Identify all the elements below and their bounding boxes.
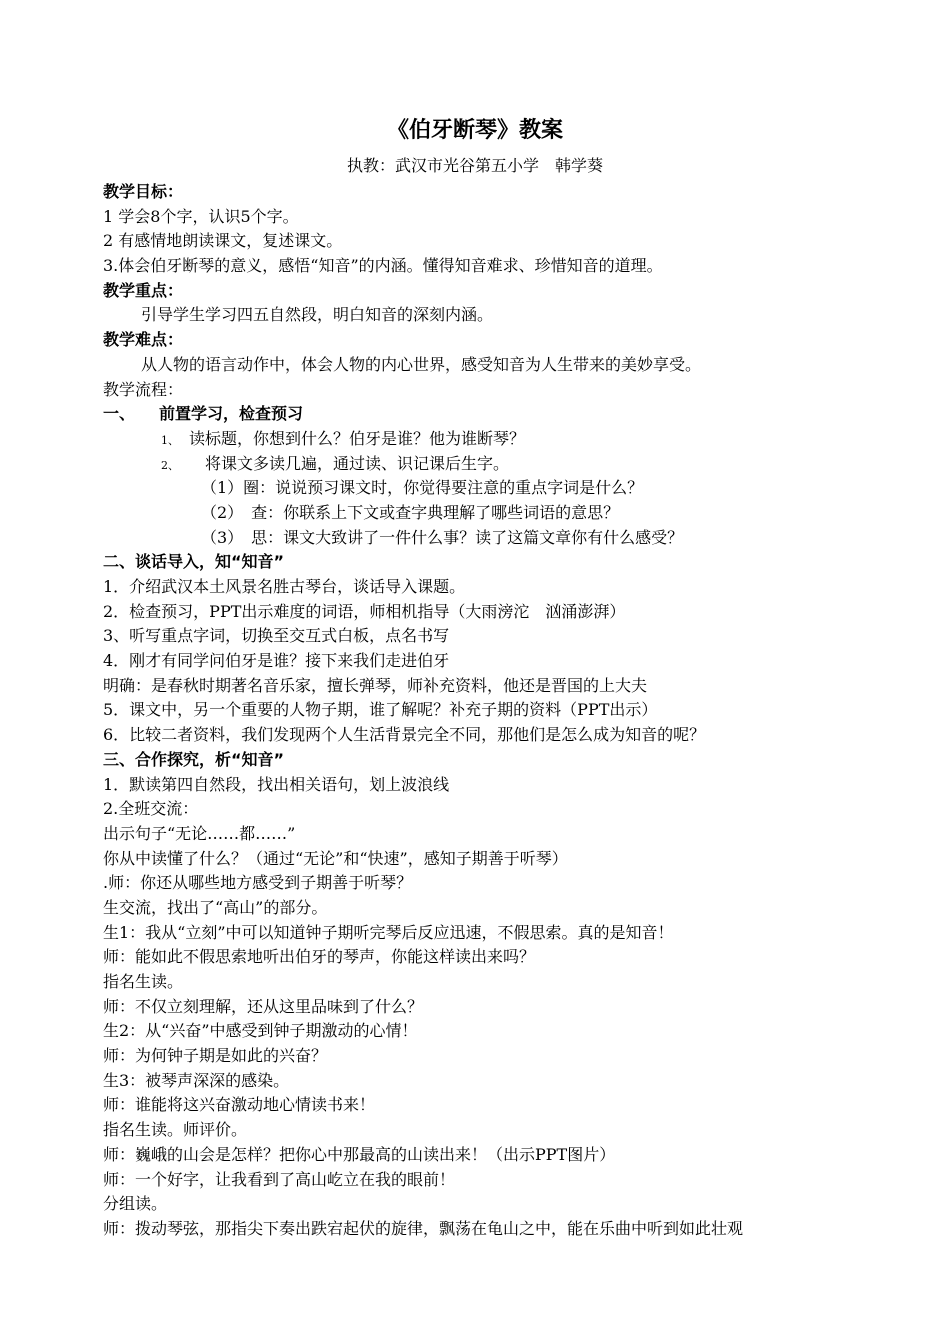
line-text: 教学难点： [103,330,184,350]
line-text: 分组读。 [103,1194,168,1214]
text-line [103,1192,863,1217]
text-line [103,624,863,649]
line-text: 师：能如此不假思索地听出伯牙的琴声，你能这样读出来吗？ [103,947,536,967]
line-text: 将课文多读几遍，通过读、识记课后生字。 [189,453,510,473]
text-line [103,501,863,526]
line-text: .师：你还从哪些地方感受到子期善于听琴？ [103,873,413,893]
line-text: 6．比较二者资料，我们发现两个人生活背景完全不同，那他们是怎么成为知音的呢？ [103,725,706,745]
text-line [103,575,863,600]
text-line [103,698,863,723]
text-line [103,476,863,501]
line-text: 5．课文中，另一个重要的人物子期，谁了解呢？补充子期的资料（PPT出示） [103,700,658,720]
line-text: 生2：从“兴奋”中感受到钟子期激动的心情！ [103,1021,418,1041]
text-line [103,452,863,477]
line-text: 一、 前置学习，检查预习 [103,404,304,424]
text-line [103,1168,863,1193]
text-line [103,649,863,674]
text-line [103,1019,863,1044]
text-line [103,303,863,328]
line-text: 生交流，找出了“高山”的部分。 [103,897,328,917]
text-line [103,353,863,378]
line-text: 教学流程： [103,379,184,399]
line-text: 2 有感情地朗读课文，复述课文。 [103,231,343,251]
text-line [103,600,863,625]
document-byline: 执教：武汉市光谷第五小学 韩学葵 [346,156,603,175]
section-heading [103,279,863,304]
line-text: 1．介绍武汉本土风景名胜古琴台，谈话导入课题。 [103,577,466,596]
section-heading [103,748,863,773]
text-line [103,995,863,1020]
line-text: 生1：我从“立刻”中可以知道钟子期听完琴后反应迅速，不假思索。真的是知音！ [103,922,674,942]
text-line [103,205,863,230]
document-title: 《伯牙断琴》教案 [386,118,563,143]
text-line [103,1069,863,1094]
line-text: 师：拨动琴弦，那指尖下奏出跌宕起伏的旋律，飘荡在龟山之中，能在乐曲中听到如此壮观 [103,1218,744,1238]
line-text: 出示句子“无论……都……” [103,823,296,843]
list-marker: 2、 [161,458,179,472]
text-line [103,723,863,748]
line-text: 读标题，你想到什么？伯牙是谁？他为谁断琴？ [189,428,526,448]
text-line [103,773,863,798]
line-text: 生3：被琴声深深的感染。 [103,1070,290,1090]
text-line [103,970,863,995]
line-text: 三、合作探究，析“知音” [103,749,285,769]
section-heading [103,180,863,205]
line-text: 3.体会伯牙断琴的意义，感悟“知音”的内涵。懂得知音难求、珍惜知音的道理。 [103,256,663,276]
line-text: 1 学会8个字，认识5个字。 [103,206,299,226]
text-line [103,674,863,699]
text-line [103,1143,863,1168]
text-line [103,427,863,452]
text-line [103,871,863,896]
text-line [103,1118,863,1143]
text-line [103,945,863,970]
list-marker: 1、 [161,433,179,447]
line-text: 4．刚才有同学问伯牙是谁？接下来我们走进伯牙 [103,651,450,671]
line-text: 2.全班交流： [103,799,199,819]
line-text: 从人物的语言动作中，体会人物的内心世界，感受知音为人生带来的美妙享受。 [141,354,702,374]
line-text: 引导学生学习四五自然段，明白知音的深刻内涵。 [141,305,494,325]
line-text: 1．默读第四自然段，找出相关语句，划上波浪线 [103,774,450,794]
line-text: 教学目标： [103,182,184,201]
line-text: 师：为何钟子期是如此的兴奋？ [103,1046,328,1066]
text-line [103,526,863,551]
line-text: 明确：是春秋时期著名音乐家，擅长弹琴，师补充资料，他还是晋国的上大夫 [103,675,648,695]
line-text: 2．检查预习，PPT出示难度的词语，师相机指导（大雨滂沱 汹涌澎湃） [103,601,626,621]
line-text: 师：巍峨的山会是怎样？把你心中那最高的山读出来！（出示PPT图片） [103,1144,616,1164]
text-line [103,896,863,921]
document-body [103,180,863,1242]
text-line [103,229,863,254]
line-text: 教学重点： [103,280,184,300]
text-line [103,847,863,872]
text-line [103,1093,863,1118]
section-heading [103,402,863,427]
line-text: 指名生读。 [103,972,184,991]
line-text: 师：谁能将这兴奋激动地心情读书来！ [103,1095,376,1115]
line-text: （3） 思：课文大致讲了一件什么事？读了这篇文章你有什么感受？ [201,527,684,547]
line-text: 你从中读懂了什么？（通过“无论”和“快速”，感知子期善于听琴） [103,848,568,868]
line-text: 二、谈话导入，知“知音” [103,552,285,572]
line-text: （1）圈：说说预习课文时，你觉得要注意的重点字词是什么？ [201,478,644,498]
line-text: 师：一个好字，让我看到了高山屹立在我的眼前！ [103,1169,456,1189]
section-heading [103,328,863,353]
text-line [103,921,863,946]
text-line [103,797,863,822]
section-heading [103,550,863,575]
text-line [103,1044,863,1069]
line-text: 师：不仅立刻理解，还从这里品味到了什么？ [103,996,424,1016]
line-text: （2） 查：你联系上下文或查字典理解了哪些词语的意思？ [201,502,620,522]
text-line [103,822,863,847]
line-text: 3、听写重点字词，切换至交互式白板，点名书写 [103,626,450,646]
text-line [103,254,863,279]
text-line [103,378,863,403]
text-line [103,1217,863,1242]
line-text: 指名生读。师评价。 [103,1120,248,1140]
